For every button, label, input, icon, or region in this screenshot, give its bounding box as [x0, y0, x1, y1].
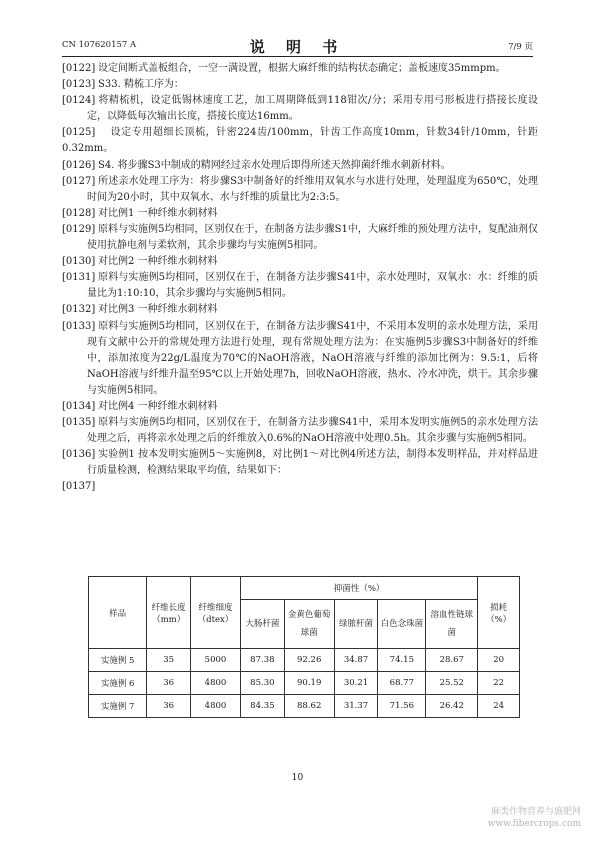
cell-sample: 实施例 6: [89, 672, 147, 695]
header-rule: [62, 56, 533, 57]
table-row: [89, 695, 520, 718]
cell-value: 30.21: [334, 672, 378, 695]
paragraph-number: [0133]: [62, 320, 96, 332]
paragraph-text: S33. 精梳工序为：: [98, 79, 184, 91]
cell-length: 36: [147, 672, 191, 695]
watermark-url: www.fibercrops.com: [487, 819, 581, 829]
header-fiber-length: 纤维长度（mm）: [147, 577, 191, 649]
paragraph: [62, 222, 538, 254]
cell-value: 31.37: [334, 695, 378, 718]
paragraph: [62, 158, 538, 174]
paragraph: [62, 319, 538, 399]
paragraph-text: 原料与实施例5均相同，区别仅在于，在制备方法步骤S41中，不采用本发明的亲水处理方法，采用现有文献中公开的常规处理方法进行处理，现有常规处理方法为：在实施例5步骤S3中制备好的纤维中，添加浓度为22g/L温度为70℃的NaOH溶液，NaOH溶液与纤维的添加比例为：9.5:1，后将NaOH溶液与纤维升温至95℃以上开始处理7h，回收NaOH溶液，热水、冷水冲洗，烘干。其余步骤与实施例5相同。: [87, 320, 538, 396]
document-number: CN 107620157 A: [62, 40, 137, 50]
paragraph-text: 对比例2 一种纤维水刺材料: [98, 256, 218, 268]
paragraph: [62, 415, 538, 447]
cell-loss: 20: [478, 649, 520, 672]
header-s-aureus: 金黄色葡萄球菌: [284, 600, 334, 649]
cell-value: 87.38: [240, 649, 284, 672]
cell-sample: 实施例 7: [89, 695, 147, 718]
paragraph: [62, 302, 538, 318]
watermark-site-name: 麻类作物营养与施肥网: [490, 807, 581, 817]
header-c-albicans: 白色念珠菌: [378, 600, 426, 649]
cell-value: 34.87: [334, 649, 378, 672]
paragraph: [62, 206, 538, 222]
paragraph-text: 对比例1 一种纤维水刺材料: [98, 207, 218, 219]
cell-value: 85.30: [240, 672, 284, 695]
header-antibacterial-group: 抑菌性（%）: [240, 577, 477, 600]
paragraph: [62, 174, 538, 206]
paragraph-text: S4. 将步骤S3中制成的精网经过亲水处理后即得所述天然抑菌纤维水刺新材料。: [98, 159, 451, 171]
paragraph-number: [0135]: [62, 417, 96, 429]
header-loss: 损耗（%）: [478, 577, 520, 649]
paragraph: [62, 270, 538, 302]
cell-sample: 实施例 5: [89, 649, 147, 672]
cell-value: 26.42: [426, 695, 478, 718]
cell-value: 74.15: [378, 649, 426, 672]
paragraph-number: [0126]: [62, 159, 96, 171]
document-body: [62, 61, 538, 496]
paragraph-text: 将精梳机，设定低锡林速度工艺，加工周期降低到118钳次/分；采用专用弓形板进行搭接长度设定，以降低每次输出长度，搭接长度达16mm。: [87, 95, 538, 123]
paragraph-text: 原料与实施例5均相同，区别仅在于，在制备方法步骤S41中，亲水处理时，双氧水：水：纤维的质量比为1:10:10，其余步骤均与实施例5相同。: [87, 272, 538, 300]
paragraph: [62, 399, 538, 415]
cell-value: 90.19: [284, 672, 334, 695]
page-indicator: 7/9 页: [508, 42, 533, 52]
paragraph-text: 原料与实施例5均相同，区别仅在于，在制备方法步骤S41中，采用本发明实施例5的亲水处理方法处理之后，再将亲水处理之后的纤维放入0.6%的NaOH溶液中处理0.5h。其余步骤与实施例5相同。: [87, 417, 538, 445]
cell-value: 25.52: [426, 672, 478, 695]
cell-value: 68.77: [378, 672, 426, 695]
paragraph-number: [0129]: [62, 223, 96, 235]
paragraph: [62, 447, 538, 479]
header-p-aeruginosa: 绿脓杆菌: [334, 600, 378, 649]
paragraph-text: 设定专用超细长顶梳，针密224齿/100mm，针齿工作高度10mm，针数34针/10mm，针距0.32mm。: [62, 127, 538, 155]
paragraph-number: [0137]: [62, 481, 96, 493]
paragraph-text: 所述亲水处理工序为：将步骤S3中制备好的纤维用双氧水与水进行处理，处理温度为650℃，处理时间为20小时，其中双氧水、水与纤维的质量比为2:3:5。: [87, 175, 538, 203]
paragraph-text: 原料与实施例5均相同，区别仅在于，在制备方法步骤S1中，大麻纤维的预处理方法中，复配油剂仅使用抗静电剂与柔软剂，其余步骤均与实施例5相同。: [87, 223, 538, 252]
paragraph: [62, 254, 538, 270]
cell-value: 28.67: [426, 649, 478, 672]
paragraph: [62, 479, 538, 495]
paragraph: [62, 61, 538, 77]
paragraph-number: [0131]: [62, 272, 96, 284]
page-number: 10: [291, 773, 304, 783]
paragraph-number: [0132]: [62, 304, 96, 316]
page-header: [62, 36, 533, 56]
cell-loss: 22: [478, 672, 520, 695]
cell-loss: 24: [478, 695, 520, 718]
table-row: [89, 672, 520, 695]
results-table: [88, 576, 520, 718]
paragraph-text: 实验例1 按本发明实施例5～实施例8，对比例1～对比例4所述方法，制得本发明样品，并对样品进行质量检测，检测结果取平均值，结果如下：: [87, 449, 538, 477]
cell-value: 84.35: [240, 695, 284, 718]
cell-fineness: 5000: [191, 649, 241, 672]
cell-value: 71.56: [378, 695, 426, 718]
paragraph-number: [0134]: [62, 400, 96, 412]
paragraph: [62, 77, 538, 93]
watermark: [488, 806, 581, 830]
header-streptococcus: 溶血性链球菌: [426, 600, 478, 649]
cell-length: 35: [147, 649, 191, 672]
paragraph: [62, 93, 538, 125]
cell-fineness: 4800: [191, 695, 241, 718]
header-e-coli: 大肠杆菌: [240, 600, 284, 649]
document-title: 说 明 书: [249, 38, 346, 56]
cell-fineness: 4800: [191, 672, 241, 695]
paragraph-number: [0136]: [62, 449, 96, 461]
cell-value: 92.26: [284, 649, 334, 672]
table-header-row: [89, 577, 520, 600]
paragraph-number: [0123]: [62, 79, 96, 91]
table-row: [89, 649, 520, 672]
paragraph-number: [0127]: [62, 175, 96, 187]
paragraph-text: 设定间断式盖板组合，一空一满设置，根据大麻纤维的结构状态确定；盖板速度35mmpm。: [98, 63, 506, 74]
cell-value: 88.62: [284, 695, 334, 718]
header-fiber-fineness: 纤维细度（dtex）: [191, 577, 241, 649]
paragraph-number: [0124]: [62, 95, 96, 107]
paragraph-text: 对比例3 一种纤维水刺材料: [98, 304, 218, 316]
paragraph: [62, 125, 538, 157]
paragraph-number: [0125]: [62, 127, 96, 139]
paragraph-number: [0130]: [62, 256, 96, 268]
header-sample: 样品: [89, 577, 147, 649]
paragraph-text: 对比例4 一种纤维水刺材料: [98, 400, 218, 412]
cell-length: 36: [147, 695, 191, 718]
paragraph-number: [0122]: [62, 63, 96, 74]
paragraph-number: [0128]: [62, 207, 96, 219]
